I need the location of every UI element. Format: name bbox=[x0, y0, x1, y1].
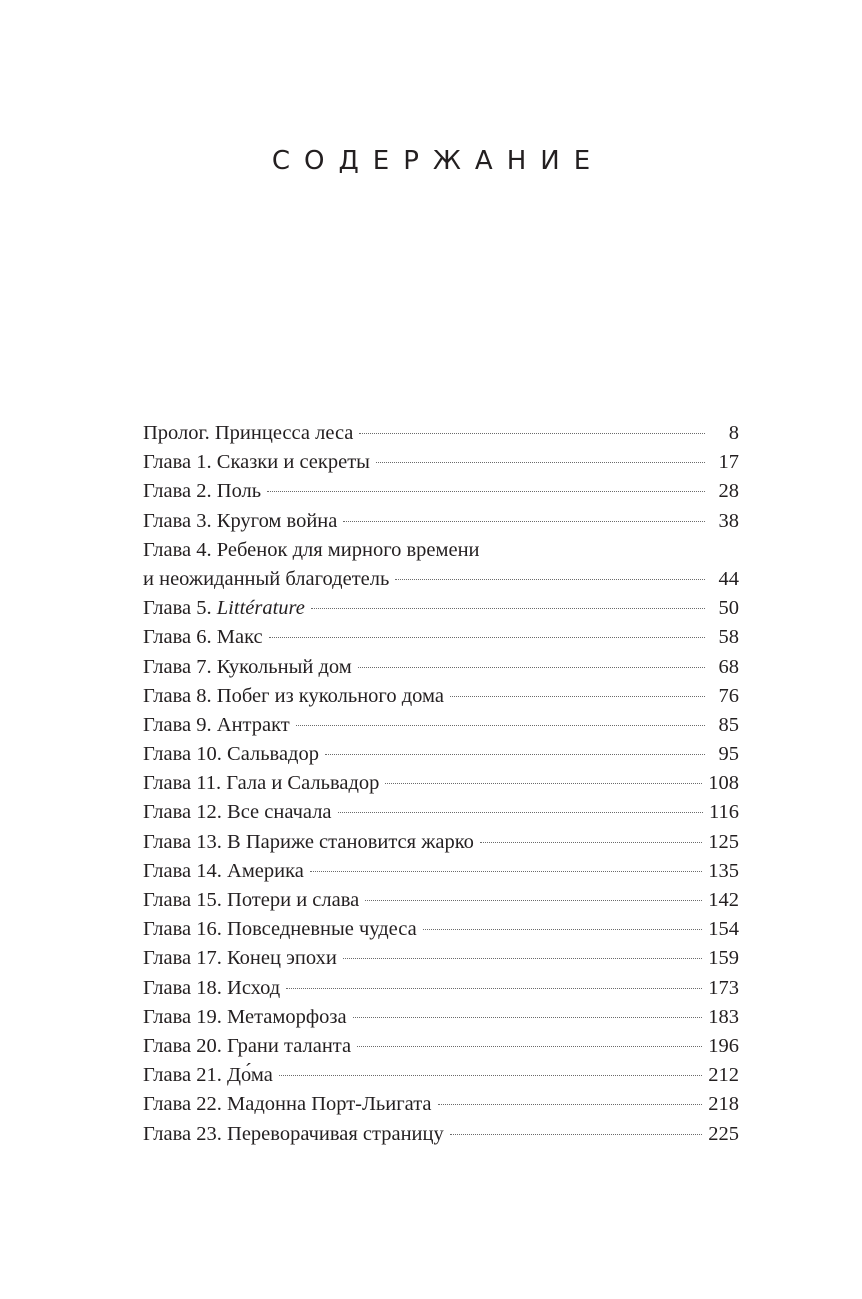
toc-entry bbox=[143, 886, 739, 915]
toc-entry-first-line bbox=[143, 536, 739, 565]
toc-entry bbox=[143, 974, 739, 1003]
toc-entry-label: Глава 8. Побег из кукольного дома bbox=[143, 684, 444, 707]
toc-entry-page: 85 bbox=[718, 713, 739, 736]
toc-entry bbox=[143, 623, 739, 652]
toc-entry-label: Глава 17. Конец эпохи bbox=[143, 947, 337, 970]
toc-entry-page: 218 bbox=[708, 1093, 739, 1116]
toc-entry-label: Пролог. Принцесса леса bbox=[143, 422, 354, 444]
table-of-contents bbox=[143, 419, 739, 1149]
toc-entry-page: 76 bbox=[718, 684, 739, 707]
toc-entry bbox=[143, 857, 739, 886]
toc-entry bbox=[143, 769, 739, 798]
toc-entry bbox=[143, 594, 739, 623]
toc-entry bbox=[143, 565, 739, 594]
toc-entry-page: 38 bbox=[718, 509, 739, 532]
toc-entry-page: 44 bbox=[718, 567, 739, 590]
toc-entry bbox=[143, 1061, 739, 1090]
toc-entry-page: 159 bbox=[708, 947, 739, 970]
toc-entry-page: 173 bbox=[708, 976, 739, 999]
toc-entry-label: Глава 3. Кругом война bbox=[143, 509, 338, 532]
toc-entry bbox=[143, 944, 739, 973]
toc-entry-page: 142 bbox=[708, 889, 739, 911]
toc-entry bbox=[143, 915, 739, 944]
dot-leader bbox=[395, 578, 705, 580]
dot-leader bbox=[450, 695, 705, 697]
toc-entry-page: 17 bbox=[718, 451, 739, 474]
dot-leader bbox=[359, 432, 705, 434]
dot-leader bbox=[385, 782, 702, 784]
toc-entry-page: 116 bbox=[709, 801, 739, 824]
toc-entry-page: 50 bbox=[718, 597, 739, 620]
toc-entry bbox=[143, 653, 739, 682]
toc-entry bbox=[143, 1003, 739, 1032]
dot-leader bbox=[376, 461, 705, 463]
toc-entry bbox=[143, 798, 739, 827]
toc-entry-label: Глава 11. Гала и Сальвадор bbox=[143, 772, 380, 795]
toc-entry-page: 108 bbox=[708, 772, 739, 795]
toc-entry-page: 135 bbox=[708, 859, 739, 882]
dot-leader bbox=[267, 490, 705, 492]
toc-entry bbox=[143, 477, 739, 506]
toc-entry-page: 212 bbox=[708, 1064, 739, 1087]
toc-entry-label: Глава 9. Антракт bbox=[143, 713, 290, 736]
toc-entry-label: Глава 1. Сказки и секреты bbox=[143, 451, 370, 474]
dot-leader bbox=[450, 1133, 702, 1135]
toc-entry-label-italic: Littérature bbox=[216, 597, 305, 620]
toc-entry bbox=[143, 682, 739, 711]
dot-leader bbox=[325, 753, 705, 755]
toc-entry-label: Глава 12. Все сначала bbox=[143, 801, 332, 824]
dot-leader bbox=[338, 811, 703, 813]
dot-leader bbox=[343, 957, 702, 959]
toc-entry bbox=[143, 507, 739, 536]
toc-entry bbox=[143, 1090, 739, 1119]
dot-leader bbox=[310, 870, 702, 872]
toc-entry bbox=[143, 419, 739, 448]
toc-entry-page: 183 bbox=[708, 1005, 739, 1028]
toc-entry-label: Глава 19. Метаморфоза bbox=[143, 1005, 347, 1028]
toc-entry-label: Глава 10. Сальвадор bbox=[143, 743, 319, 766]
toc-entry-label: Глава 21. До́ма bbox=[143, 1064, 273, 1087]
toc-entry-label: Глава 22. Мадонна Порт-Льигата bbox=[143, 1093, 432, 1116]
toc-entry bbox=[143, 711, 739, 740]
toc-entry bbox=[143, 828, 739, 857]
toc-entry-label: Глава 14. Америка bbox=[143, 859, 304, 882]
toc-entry-page: 68 bbox=[718, 655, 739, 678]
dot-leader bbox=[269, 636, 705, 638]
dot-leader bbox=[438, 1103, 703, 1105]
toc-entry-page: 58 bbox=[718, 626, 739, 649]
toc-entry-label-line1: Глава 4. Ребенок для мирного времени bbox=[143, 538, 480, 561]
dot-leader bbox=[365, 899, 702, 901]
dot-leader bbox=[286, 987, 702, 989]
toc-entry-page: 28 bbox=[718, 480, 739, 503]
dot-leader bbox=[423, 928, 703, 930]
dot-leader bbox=[353, 1016, 703, 1018]
toc-entry-label: Глава 13. В Париже становится жарко bbox=[143, 830, 474, 853]
toc-entry-label-prefix: Глава 5. bbox=[143, 597, 217, 620]
toc-entry-page: 8 bbox=[728, 422, 739, 444]
toc-entry-label: Глава 16. Повседневные чудеса bbox=[143, 918, 417, 941]
toc-entry-label: Глава 2. Поль bbox=[143, 480, 262, 503]
toc-entry-label: Глава 18. Исход bbox=[143, 976, 281, 999]
toc-entry-label: Глава 20. Грани таланта bbox=[143, 1034, 352, 1057]
dot-leader bbox=[358, 666, 705, 668]
toc-entry bbox=[143, 740, 739, 769]
toc-entry bbox=[143, 1120, 739, 1149]
dot-leader bbox=[343, 520, 705, 522]
dot-leader bbox=[480, 841, 702, 843]
toc-entry bbox=[143, 448, 739, 477]
dot-leader bbox=[279, 1074, 702, 1076]
toc-entry-label: Глава 15. Потери и слава bbox=[143, 889, 360, 911]
toc-entry bbox=[143, 1032, 739, 1061]
toc-entry-label: Глава 7. Кукольный дом bbox=[143, 655, 352, 678]
dot-leader bbox=[296, 724, 705, 726]
toc-entry-label: и неожиданный благодетель bbox=[143, 567, 390, 590]
page-title: СОДЕРЖАНИЕ bbox=[271, 146, 605, 176]
toc-entry-label: Глава 6. Макс bbox=[143, 626, 263, 649]
dot-leader bbox=[311, 607, 705, 609]
toc-entry-page: 95 bbox=[718, 743, 739, 766]
dot-leader bbox=[357, 1045, 702, 1047]
toc-entry-page: 125 bbox=[708, 830, 739, 853]
toc-entry-page: 225 bbox=[708, 1122, 739, 1145]
toc-entry-page: 196 bbox=[708, 1034, 739, 1057]
toc-entry-label: Глава 23. Переворачивая страницу bbox=[143, 1122, 444, 1145]
toc-entry-label bbox=[143, 594, 305, 623]
toc-entry-page: 154 bbox=[708, 918, 739, 941]
